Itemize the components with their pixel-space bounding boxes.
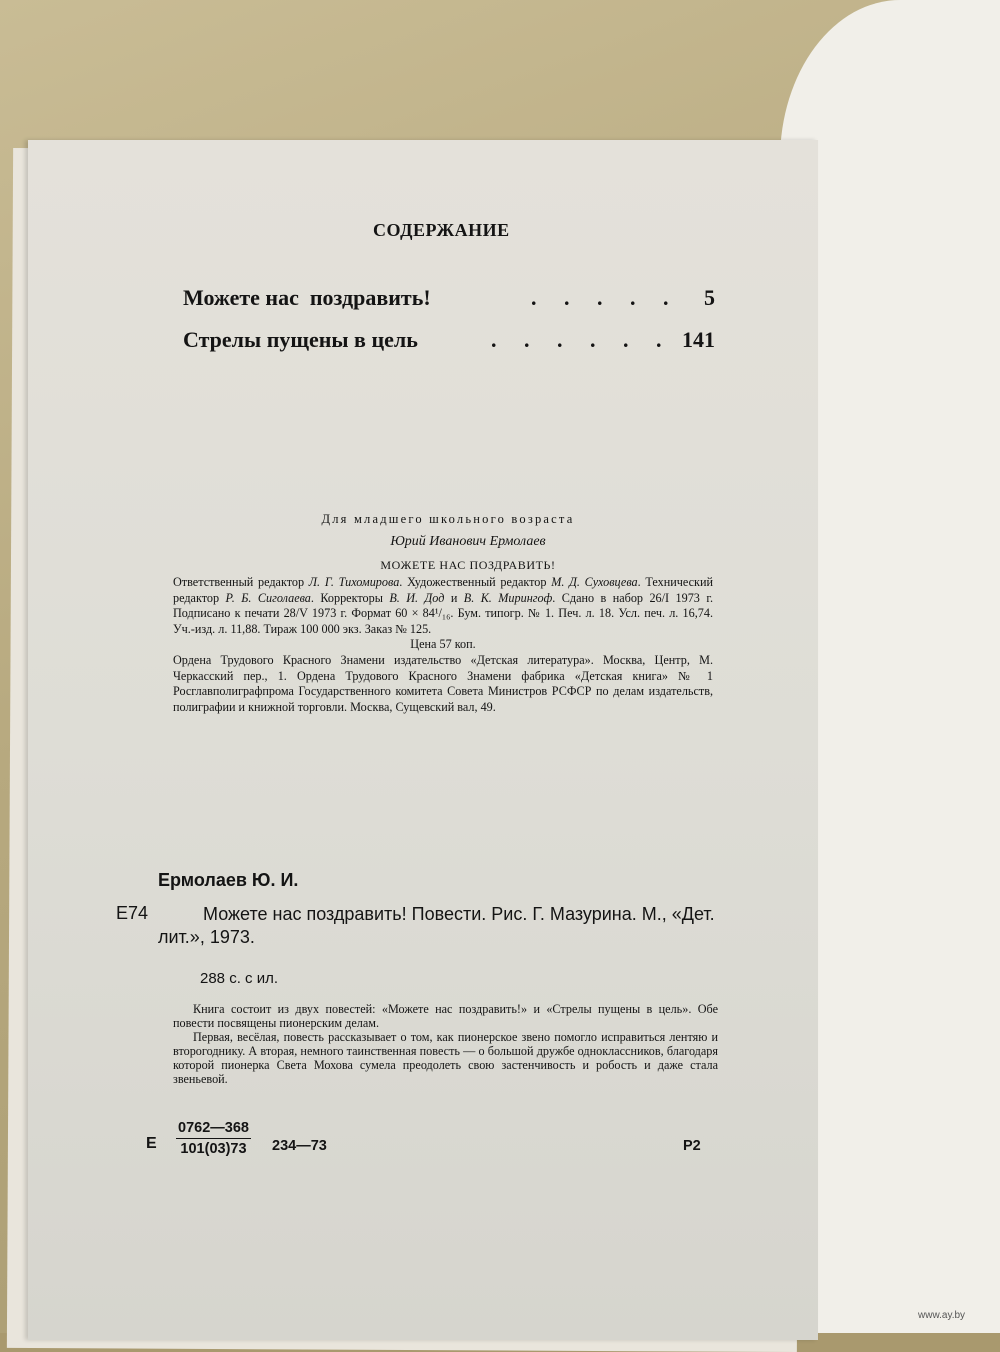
index-fraction [176,1120,251,1157]
imprint-text: . Сдано в набор 26/I 1973 г. Подписано к печати 28/V 1973 г. Формат 60 × 84¹/₁₆. Бум. типогр. № 1. Печ. л. 18. Усл. печ. л. 16,74. Уч.-изд. л. 11,88. Тираж 100 000 экз. Заказ № 125. [173,590,713,636]
publisher-info: Ордена Трудового Красного Знамени издательство «Детская литература». Москва, Центр, М. Черкасский пер., 1. Ордена Трудового Красного Знамени фабрика «Детская книга» № 1 Росглавполиграфпрома Государственного комитета Совета Министров РСФСР по делам издательств, полиграфии и книжной торговли. Москва, Сущевский вал, 49. [173,652,713,714]
index-denominator: 101(03)73 [180,1141,247,1157]
annotation-paragraph: Книга состоит из двух повестей: «Можете нас поздравить!» и «Стрелы пущены в цель». Обе повести посвящены пионерским делам. [173,1002,718,1030]
index-letter: Е [146,1135,157,1152]
age-group: Для младшего школьного возраста [321,512,575,526]
imprint-credits [173,575,713,637]
toc-item-dots: . . . . . . [491,327,673,352]
imprint-block [173,575,713,715]
art-editor-name: М. Д. Суховцева [551,575,638,589]
editor-name: Л. Г. Тихомирова [308,575,400,589]
imprint-text: . Корректоры [310,590,390,605]
catalog-pages: 288 с. с ил. [200,970,278,987]
proofreader-name: В. К. Мирингоф [463,590,553,605]
tech-editor-name: Р. Б. Сиголаева [225,590,311,605]
catalog-code: Е74 [116,903,149,923]
imprint-text: и [444,590,464,605]
toc-item-title: Можете нас поздравить! [183,285,431,310]
toc-item-dots: . . . . . [531,285,680,310]
annotation [173,1002,718,1086]
price: Цена 57 коп. [410,637,476,652]
imprint-text: . Художественный редактор [399,575,552,589]
catalog-author: Ермолаев Ю. И. [158,870,299,890]
index-number: 234—73 [272,1138,327,1154]
toc-item-page: 5 [704,285,715,310]
imprint-text: . Технический редактор [173,575,713,605]
proofreader-name: В. И. Дод [389,590,445,605]
watermark: www.ay.by [918,1310,966,1321]
annotation-paragraph: Первая, весёлая, повесть рассказывает о том, как пионерское звено помогло исправиться лентяю и второгоднику. А вторая, немного таинственная повесть — о большой дружбе одноклассников, благодаря которой пионерка Света Мохова сумела преодолеть свою застенчивость и робость и даже стала звеньевой. [173,1030,718,1086]
catalog-description: Можете нас поздравить! Повести. Рис. Г. Мазурина. М., «Дет. лит.», 1973. [158,904,715,947]
index-numerator: 0762—368 [176,1120,251,1139]
book-page [28,140,818,1340]
imprint-book-title: МОЖЕТЕ НАС ПОЗДРАВИТЬ! [380,558,556,572]
toc-item-title: Стрелы пущены в цель [183,327,418,352]
imprint-text: Ответственный редактор [173,575,309,589]
imprint-author: Юрий Иванович Ермолаев [390,534,546,549]
classification-code: Р2 [683,1138,701,1154]
toc-item-page: 141 [682,327,715,352]
toc-title: СОДЕРЖАНИЕ [373,220,510,240]
